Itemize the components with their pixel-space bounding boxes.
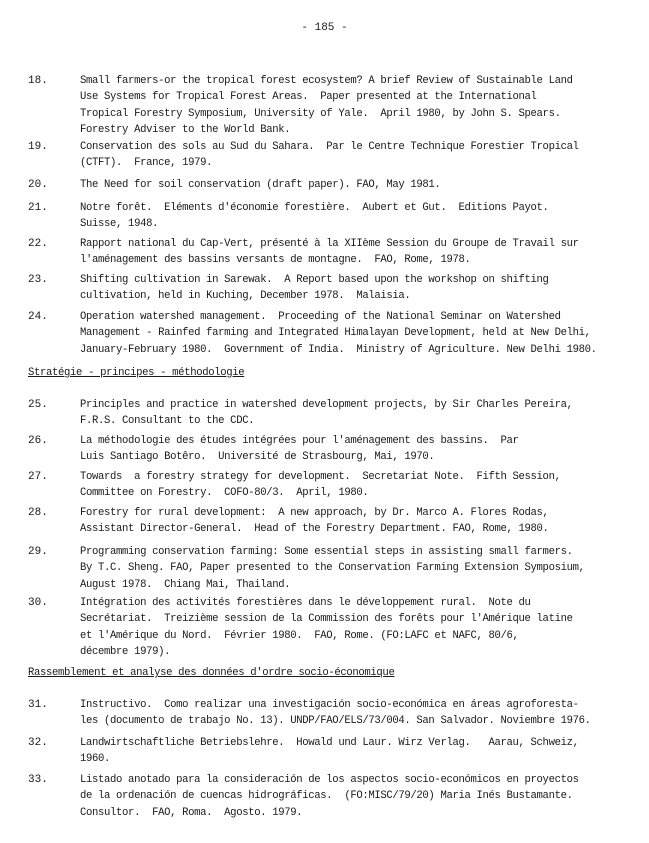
entry-number: 33. [28, 774, 48, 786]
entry-text-line: les (documento de trabajo No. 13). UNDP/FAO/ELS/73/004. San Salvador. Noviembre 1976. [80, 715, 591, 728]
entry-text-line: Assistant Director-General. Head of the Forestry Department. FAO, Rome, 1980. [80, 523, 549, 536]
entry-number: 32. [28, 737, 48, 749]
entry-text-line: Shifting cultivation in Sarewak. A Report based upon the workshop on shifting [80, 274, 549, 286]
entry-text-line: Small farmers-or the tropical forest ecosystem? A brief Review of Sustainable Land [80, 75, 573, 87]
entry-text-line: de la ordenación de cuencas hidrográficas. (FO:MISC/79/20) Maria Inés Bustamante. [80, 790, 573, 803]
entry-text-line: Forestry for rural development: A new approach, by Dr. Marco A. Flores Rodas, [80, 507, 549, 519]
entry-text-line: Management - Rainfed farming and Integrated Himalayan Development, held at New Delhi, [80, 327, 591, 340]
entry-text-line: décembre 1979). [80, 645, 171, 658]
entry-number: 18. [28, 75, 48, 87]
entry-text-line: l'aménagement des bassins versants de montagne. FAO, Rome, 1978. [80, 254, 471, 267]
entry-text-line: et l'Amérique du Nord. Février 1980. FAO, Rome. (FO:LAFC et NAFC, 80/6, [80, 629, 519, 642]
entry-number: 19. [28, 141, 48, 153]
entry-text-line: Instructivo. Como realizar una investigación socio-económica en áreas agroforesta- [80, 699, 579, 711]
page-number: - 185 - [301, 22, 348, 34]
entry-text-line: Landwirtschaftliche Betriebslehre. Howald und Laur. Wirz Verlag. Aarau, Schweiz, [80, 737, 579, 749]
entry-number: 21. [28, 202, 48, 214]
entry-number: 29. [28, 546, 48, 558]
entry-number: 24. [28, 311, 48, 323]
section-heading: Stratégie - principes - méthodologie [28, 367, 245, 379]
entry-text-line: Towards a forestry strategy for development. Secretariat Note. Fifth Session, [80, 471, 561, 483]
entry-text-line: Operation watershed management. Proceeding of the National Seminar on Watershed [80, 311, 561, 323]
entry-text-line: Programming conservation farming: Some essential steps in assisting small farmers. [80, 546, 573, 558]
entry-text-line: Secrétariat. Treizième session de la Commission des forêts pour l'Amérique latine [80, 613, 573, 626]
entry-text-line: By T.C. Sheng. FAO, Paper presented to the Conservation Farming Extension Symposium, [80, 562, 585, 575]
entry-text-line: Conservation des sols au Sud du Sahara. Par le Centre Technique Forestier Tropical [80, 141, 579, 153]
entry-number: 25. [28, 399, 48, 411]
entry-text-line: Suisse, 1948. [80, 218, 159, 231]
entry-text-line: Rapport national du Cap-Vert, présenté à la XIIème Session du Groupe de Travail sur [80, 238, 579, 250]
entry-text-line: Tropical Forestry Symposium, University of Yale. April 1980, by John S. Spears. [80, 107, 561, 120]
entry-text-line: (CTFT). France, 1979. [80, 157, 213, 170]
entry-text-line: Forestry Adviser to the World Bank. [80, 123, 291, 136]
entry-number: 26. [28, 435, 48, 447]
entry-text-line: cultivation, held in Kuching, December 1978. Malaisia. [80, 290, 411, 303]
entry-text-line: La méthodologie des études intégrées pour l'aménagement des bassins. Par [80, 435, 519, 447]
entry-text-line: Committee on Forestry. COFO-80/3. April, 1980. [80, 487, 369, 500]
entry-text-line: Notre forêt. Eléments d'économie forestière. Aubert et Gut. Editions Payot. [80, 202, 549, 214]
entry-number: 23. [28, 274, 48, 286]
entry-text-line: Luis Santiago Botêro. Université de Strasbourg, Mai, 1970. [80, 451, 435, 464]
entry-text-line: Use Systems for Tropical Forest Areas. Paper presented at the International [80, 91, 537, 104]
section-heading: Rassemblement et analyse des données d'ordre socio-économique [28, 667, 395, 679]
entry-text-line: The Need for soil conservation (draft paper). FAO, May 1981. [80, 179, 441, 191]
entry-text-line: F.R.S. Consultant to the CDC. [80, 415, 255, 428]
entry-text-line: 1960. [80, 753, 111, 766]
entry-number: 28. [28, 507, 48, 519]
entry-number: 31. [28, 699, 48, 711]
entry-number: 27. [28, 471, 48, 483]
entry-text-line: January-February 1980. Government of India. Ministry of Agriculture. New Delhi 1980. [80, 343, 597, 356]
entry-text-line: Principles and practice in watershed development projects, by Sir Charles Pereira, [80, 399, 573, 411]
entry-number: 20. [28, 179, 48, 191]
entry-text-line: Listado anotado para la consideración de los aspectos socio-económicos en proyectos [80, 774, 579, 786]
entry-number: 30. [28, 597, 48, 609]
entry-text-line: Intégration des activités forestières dans le développement rural. Note du [80, 597, 531, 609]
entry-text-line: August 1978. Chiang Mai, Thailand. [80, 578, 291, 591]
entry-text-line: Consultor. FAO, Roma. Agosto. 1979. [80, 806, 303, 819]
entry-number: 22. [28, 238, 48, 250]
